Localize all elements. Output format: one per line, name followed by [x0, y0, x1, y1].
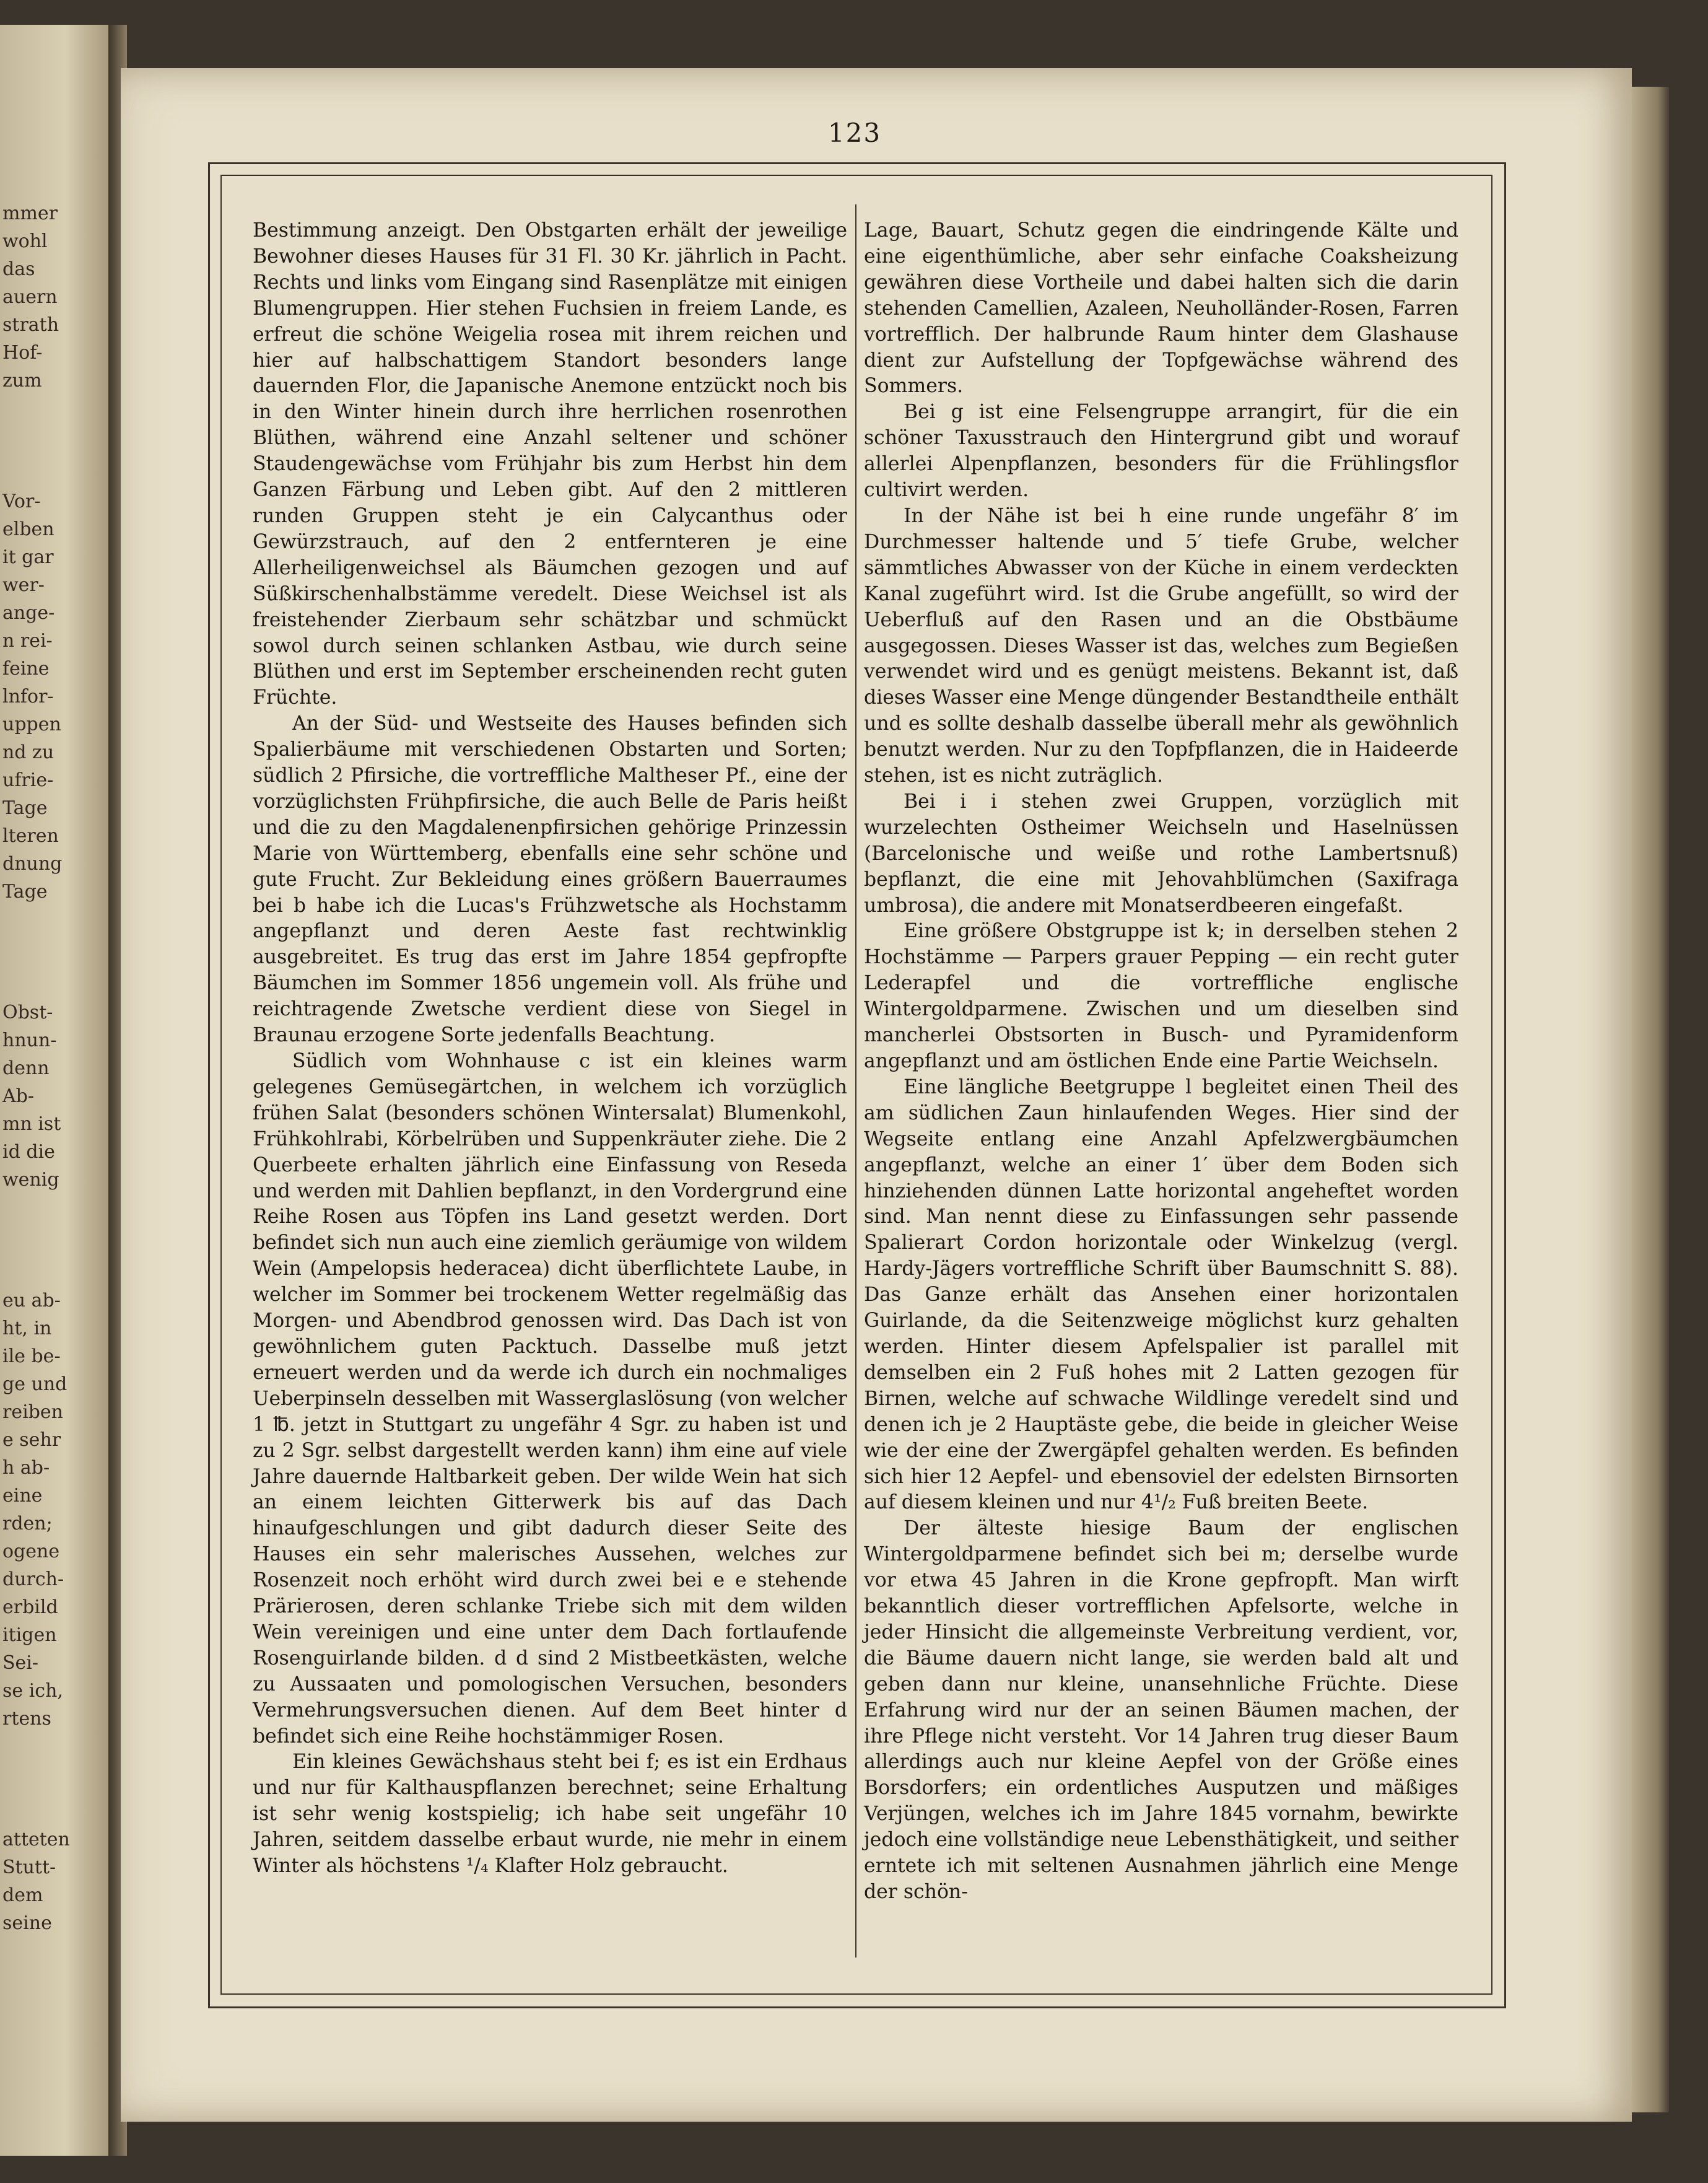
left-page-fragment: h ab- — [2, 1457, 50, 1479]
paragraph: Südlich vom Wohnhause c ist ein kleines warm gelegenes Gemüsegärtchen, in welchem ich vorzüglich frühen Salat (besonders schönen Wintersalat) Blumenkohl, Frühkohlrabi, Körbelrüben und Suppenkräuter ziehe. Die 2 Querbeete erhalten jährlich eine Einfassung von Reseda und werden mit Dahlien bepflanzt, in den Vordergrund eine Reihe Rosen aus Töpfen ins Land gesetzt werden. Dort befindet sich nun auch eine ziemlich geräumige von wildem Wein (Ampelopsis hederacea) dicht überflichtete Laube, in welcher im Sommer bei trockenem Wetter regelmäßig das Morgen- und Abendbrod genossen wird. Das Dach ist von gewöhnlichem guten Packtuch. Dasselbe muß jetzt erneuert werden und da werde ich durch ein nochmaliges Ueberpinseln desselben mit Wasserglaslösung (von welcher 1 ℔. jetzt in Stuttgart zu ungefähr 4 Sgr. zu haben ist und zu 2 Sgr. selbst dargestellt werden kann) ihm eine auf viele Jahre dauernde Haltbarkeit geben. Der wilde Wein hat sich an einem leichten Gitterwerk bis auf das Dach hinaufgeschlungen und gibt dadurch dieser Seite des Hauses ein sehr malerisches Aussehen, welches zur Rosenzeit noch erhöht wird durch zwei bei e e stehende Prärierosen, deren schlanke Triebe sich mit dem wilden Wein vereinigen und eine unter dem Dach fortlaufende Rosenguirlande bilden. d d sind 2 Mistbeetkästen, welche zu Aussaaten und pomologischen Versuchen, besonders Vermehrungsversuchen dienen. Auf dem Beet hinter d befindet sich eine Reihe hochstämmiger Rosen. — [253, 1050, 847, 1748]
left-page-fragment: wenig — [2, 1169, 59, 1191]
left-page-fragment: Stutt- — [2, 1857, 56, 1878]
left-page-fragment: eu ab- — [2, 1290, 61, 1311]
paragraph: Lage, Bauart, Schutz gegen die eindringende Kälte und eine eigenthümliche, aber sehr einfache Coaksheizung gewähren diese Vortheile und dabei halten sich die darin stehenden Camellien, Azaleen, Neuholländer-Rosen, Farren vortrefflich. Der halbrunde Raum hinter dem Glashause dient zur Aufstellung der Topfgewächse während des Sommers. — [864, 219, 1458, 398]
paragraph: Eine längliche Beetgruppe l begleitet einen Theil des am südlichen Zaun hinlaufenden Weges. Hier sind der Wegseite entlang eine Anzahl Apfelzwergbäumchen angepflanzt, welche an einer 1′ über dem Boden sich hinziehenden dünnen Latte horizontal angeheftet worden sind. Man nennt diese zu Einfassungen sehr passende Spalierart Cordon horizontale oder Winkelzug (vergl. Hardy-Jägers vortreffliche Schrift über Baumschnitt S. 88). Das Ganze erhält das Ansehen einer horizontalen Guirlande, da die Seitenzweige möglichst kurz gehalten werden. Hinter diesem Apfelspalier ist parallel mit demselben ein 2 Fuß hohes mit 2 Latten gezogen für Birnen, welche auf schwache Wildlinge veredelt sind und denen ich je 2 Hauptäste gebe, die beide in gleicher Weise wie der eine der Zwergäpfel gehalten werden. Es befinden sich hier 12 Aepfel- und ebensoviel der edelsten Birnsorten auf diesem kleinen und nur 4¹/₂ Fuß breiten Beete. — [864, 1075, 1458, 1514]
paragraph: Bei i i stehen zwei Gruppen, vorzüglich mit wurzelechten Ostheimer Weichseln und Haselnüssen (Barcelonische und weiße und rothe Lambertsnuß) bepflanzt, die eine mit Jehovahblümchen (Saxifraga umbrosa), die andere mit Monatserdbeeren eingefaßt. — [864, 790, 1458, 917]
left-page-fragment: eine — [2, 1485, 43, 1507]
left-page-fragment: uppen — [2, 714, 61, 735]
paragraph: Eine größere Obstgruppe ist k; in derselben stehen 2 Hochstämme — Parpers grauer Pepping — ein recht guter Lederapfel und die vortreffliche englische Wintergoldparmene. Zwischen und um dieselben sind mancherlei Obstsorten in Busch- und Pyramidenform angepflanzt und am östlichen Ende eine Partie Weichseln. — [864, 920, 1458, 1072]
left-page-fragment: itigen — [2, 1624, 57, 1646]
left-page-fragment: das — [2, 258, 35, 280]
left-page-fragment: durch- — [2, 1568, 64, 1590]
left-page-fragment: it gar — [2, 546, 54, 568]
column-divider — [855, 204, 856, 1958]
left-page-fragment: Tage — [2, 797, 48, 819]
left-page-fragment: erbild — [2, 1596, 58, 1618]
left-page-fragment: mmer — [2, 203, 58, 224]
left-page-fragment: strath — [2, 314, 59, 336]
left-page-fragment: auern — [2, 286, 58, 308]
left-page-fragment: wer- — [2, 574, 45, 596]
left-page-fragment: hnun- — [2, 1030, 57, 1051]
left-page-fragment: Sei- — [2, 1652, 39, 1674]
left-page-fragment: denn — [2, 1057, 50, 1079]
paragraph: An der Süd- und Westseite des Hauses befinden sich Spalierbäume mit verschiedenen Obstarten und Sorten; südlich 2 Pfirsiche, die vortreffliche Maltheser Pf., eine der vorzüglichsten Frühpfirsiche, die auch Belle de Paris heißt und die zu den Magdalenenpfirsichen gehörige Prinzessin Marie von Württemberg, ebenfalls eine sehr schöne und gute Frucht. Zur Bekleidung eines größern Bauerraumes bei b habe ich die Lucas's Frühzwetsche als Hochstamm angepflanzt und deren Aeste fast rechtwinklig ausgebreitet. Es trug das erst im Jahre 1854 gepfropfte Bäumchen im Sommer 1856 ungemein voll. Als frühe und reichtragende Zwetsche verdient diese von Siegel in Braunau erzogene Sorte jedenfalls Beachtung. — [253, 712, 847, 1047]
left-page-fragment: Obst- — [2, 1002, 53, 1023]
left-page-fragment: nd zu — [2, 742, 54, 763]
left-page-fragment: dnung — [2, 853, 63, 875]
left-page-fragment: ange- — [2, 602, 55, 624]
paragraph: In der Nähe ist bei h eine runde ungefähr 8′ im Durchmesser haltende und 5′ tiefe Grube, welcher sämmtliches Abwasser von der Küche in einem verdeckten Kanal zugeführt wird. Ist die Grube angefüllt, so wird der Ueberfluß auf den Rasen und an die Obstbäume ausgegossen. Dieses Wasser ist das, welches zum Begießen verwendet wird und es genügt meistens. Bekannt ist, daß dieses Wasser eine Menge düngender Bestandtheile enthält und es sollte deshalb dasselbe überall mehr als gewöhnlich benutzt werden. Nur zu den Topfpflanzen, die in Haideerde stehen, ist es nicht zuträglich. — [864, 504, 1458, 787]
left-page-fragment: lteren — [2, 825, 59, 847]
page-edge — [1632, 87, 1669, 2112]
left-page-fragment: n rei- — [2, 630, 53, 652]
left-page-fragment: reiben — [2, 1401, 63, 1423]
left-page-fragment: id die — [2, 1141, 55, 1163]
left-page-fragment: Hof- — [2, 342, 43, 364]
left-page-fragment: Ab- — [2, 1085, 35, 1107]
left-page-fragment: dem — [2, 1884, 43, 1906]
paragraph: Der älteste hiesige Baum der englischen Wintergoldparmene befindet sich bei m; derselbe wurde vor etwa 45 Jahren in die Krone gepfropft. Man wirft bekanntlich dieser vortrefflichen Apfelsorte, welche in jeder Hinsicht die allgemeinste Verbreitung verdient, vor, die Bäume dauern nicht lange, sie werden bald alt und geben dann nur kleine, unansehnliche Früchte. Diese Erfahrung wird nur der an seinen Bäumen machen, der ihre Pflege nicht versteht. Vor 14 Jahren trug dieser Baum allerdings auch nur kleine Aepfel von der Größe eines Borsdorfers; ein ordentliches Ausputzen und mäßiges Verjüngen, welches ich im Jahre 1845 vornahm, bewirkte jedoch eine vollständige neue Lebensthätigkeit, und seither erntete ich mit seltenen Ausnahmen jährlich eine Menge der schön- — [864, 1517, 1458, 1903]
left-page-fragment: ht, in — [2, 1318, 52, 1339]
left-page-fragment: Tage — [2, 881, 48, 903]
left-column — [253, 218, 847, 1879]
left-page-fragment: ge und — [2, 1373, 68, 1395]
left-page-fragment: ufrie- — [2, 769, 54, 791]
left-page-fragment: lnfor- — [2, 686, 54, 707]
left-page-fragment: feine — [2, 658, 50, 680]
left-page-fragment: seine — [2, 1912, 52, 1934]
left-page-fragment: wohl — [2, 230, 48, 252]
left-page-fragment: zum — [2, 370, 42, 392]
left-page-fragment: elben — [2, 518, 54, 540]
paragraph: Bei g ist eine Felsengruppe arrangirt, für die ein schöner Taxusstrauch den Hintergrund gibt und worauf allerlei Alpenpflanzen, besonders für die Frühlingsflor cultivirt werden. — [864, 401, 1458, 502]
left-page-fragment: Vor- — [2, 491, 41, 512]
left-page-fragment: rden; — [2, 1513, 53, 1534]
left-page-fragment: ogene — [2, 1541, 60, 1562]
page-number: 123 — [827, 118, 882, 148]
right-column — [864, 218, 1458, 1905]
left-page-fragment: rtens — [2, 1708, 51, 1730]
left-page-fragment: e sehr — [2, 1429, 61, 1451]
left-page-fragment: ile be- — [2, 1345, 61, 1367]
left-page-fragment: mn ist — [2, 1113, 61, 1135]
left-page-fragment: se ich, — [2, 1680, 63, 1702]
paragraph: Bestimmung anzeigt. Den Obstgarten erhält der jeweilige Bewohner dieses Hauses für 31 Fl. 30 Kr. jährlich in Pacht. Rechts und links vom Eingang sind Rasenplätze mit einigen Blumengruppen. Hier stehen Fuchsien in freiem Lande, es erfreut die schöne Weigelia rosea mit ihrem reichen und hier auf halbschattigem Standort besonders lange dauernden Flor, die Japanische Anemone entzückt noch bis in den Winter hinein durch ihre herrlichen rosenrothen Blüthen, während eine Anzahl seltener und schöner Staudengewächse vom Frühjahr bis zum Herbst hin dem Ganzen Färbung und Leben gibt. Auf den 2 mittleren runden Gruppen steht je ein Calycanthus oder Gewürzstrauch, auf den 2 entfernteren je eine Allerheiligenweichsel als Bäumchen gezogen und auf Süßkirschenhalbstämme veredelt. Diese Weichsel ist als freistehender Zierbaum sehr schätzbar und schmückt sowol durch seinen schlanken Astbau, wie durch seine Blüthen und erst im September erscheinenden recht guten Früchte. — [253, 219, 847, 709]
paragraph: Ein kleines Gewächshaus steht bei f; es ist ein Erdhaus und nur für Kalthauspflanzen berechnet; seine Erhaltung ist sehr wenig kostspielig; ich habe seit ungefähr 10 Jahren, seitdem dasselbe erbaut wurde, nie mehr in einem Winter als höchstens ¹/₄ Klafter Holz gebraucht. — [253, 1751, 847, 1878]
left-page-fragment: atteten — [2, 1829, 70, 1850]
